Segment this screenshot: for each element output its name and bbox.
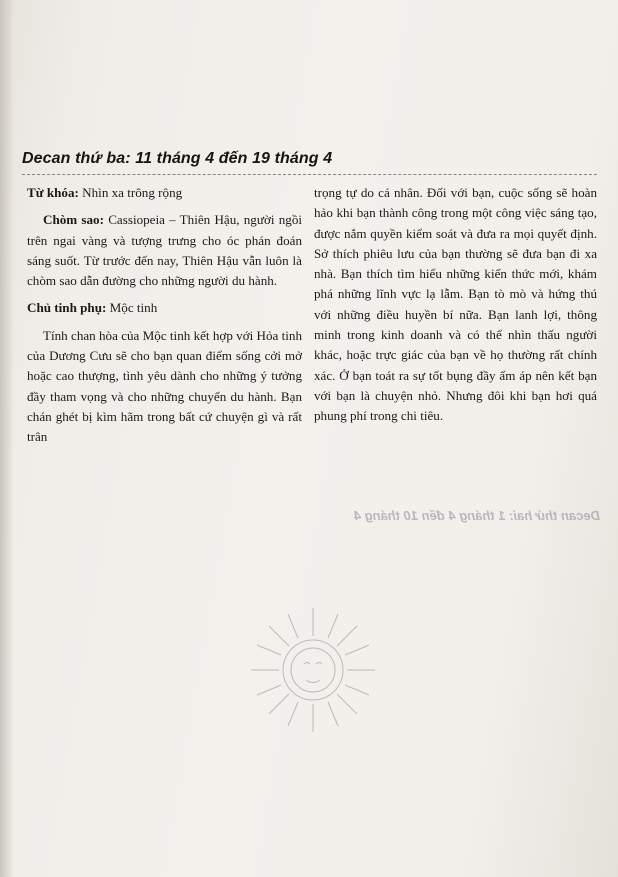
- left-body-paragraph: Tính chan hòa của Mộc tinh kết hợp với Hỏa tinh của Dương Cưu sẽ cho bạn quan điểm sống cởi mở hoặc cao thượng, tình yêu dành cho những ý tưởng đầy tham vọng và cho những chuyến du hành. Bạn chán ghét bị kìm hãm trong bất cứ chuyện gì và rất trân: [27, 327, 302, 445]
- subruler-label: Chủ tinh phụ:: [27, 300, 107, 316]
- bleed-through-heading: Decan thứ hai: 1 tháng 4 đến 10 tháng 4: [353, 508, 600, 523]
- keyword-paragraph: [27, 183, 302, 203]
- sun-illustration-icon: [238, 600, 388, 740]
- constellation-paragraph: [27, 210, 302, 291]
- heading-divider: [22, 174, 597, 175]
- right-column: [314, 183, 597, 427]
- subruler-paragraph: [27, 298, 302, 318]
- left-column: [27, 183, 302, 455]
- keyword-label: Từ khóa:: [27, 185, 79, 200]
- section-heading: Decan thứ ba: 11 tháng 4 đến 19 tháng 4: [22, 150, 333, 167]
- page-spine-shadow: [0, 0, 14, 877]
- section-heading-row: [22, 150, 597, 168]
- constellation-text: Cassiopeia – Thiên Hậu, người ngồi trên ngai vàng và tượng trưng cho óc phán đoán sáng suốt. Từ trước đến nay, Thiên Hậu vẫn luôn là chòm sao dẫn đường cho những người du hành.: [27, 212, 303, 289]
- right-body-paragraph: trọng tự do cá nhân. Đối với bạn, cuộc sống sẽ hoàn hảo khi bạn thành công trong một công việc sáng tạo, được nắm quyền kiểm soát và đưa ra mọi quyết định. Sở thích phiêu lưu của bạn thường sẽ đưa bạn đi xa nhà. Bạn thích tìm hiểu những kiến thức mới, khám phá những lĩnh vực lạ lẫm. Bạn tò mò và hứng thú với những điều huyền bí nữa. Bạn lanh lợi, thông minh trong kinh doanh và có thể nhìn thấu người khác, hoặc trực giác của bạn về họ thường rất chính xác. Ở bạn toát ra sự tốt bụng đầy ấm áp nên kết bạn với bạn là chuyện nhỏ. Nhưng đôi khi bạn hơi quá phung phí trong chi tiêu.: [314, 185, 597, 424]
- keyword-value: Nhìn xa trông rộng: [82, 185, 183, 200]
- constellation-label: Chòm sao:: [43, 212, 104, 228]
- subruler-value: Mộc tinh: [109, 300, 158, 316]
